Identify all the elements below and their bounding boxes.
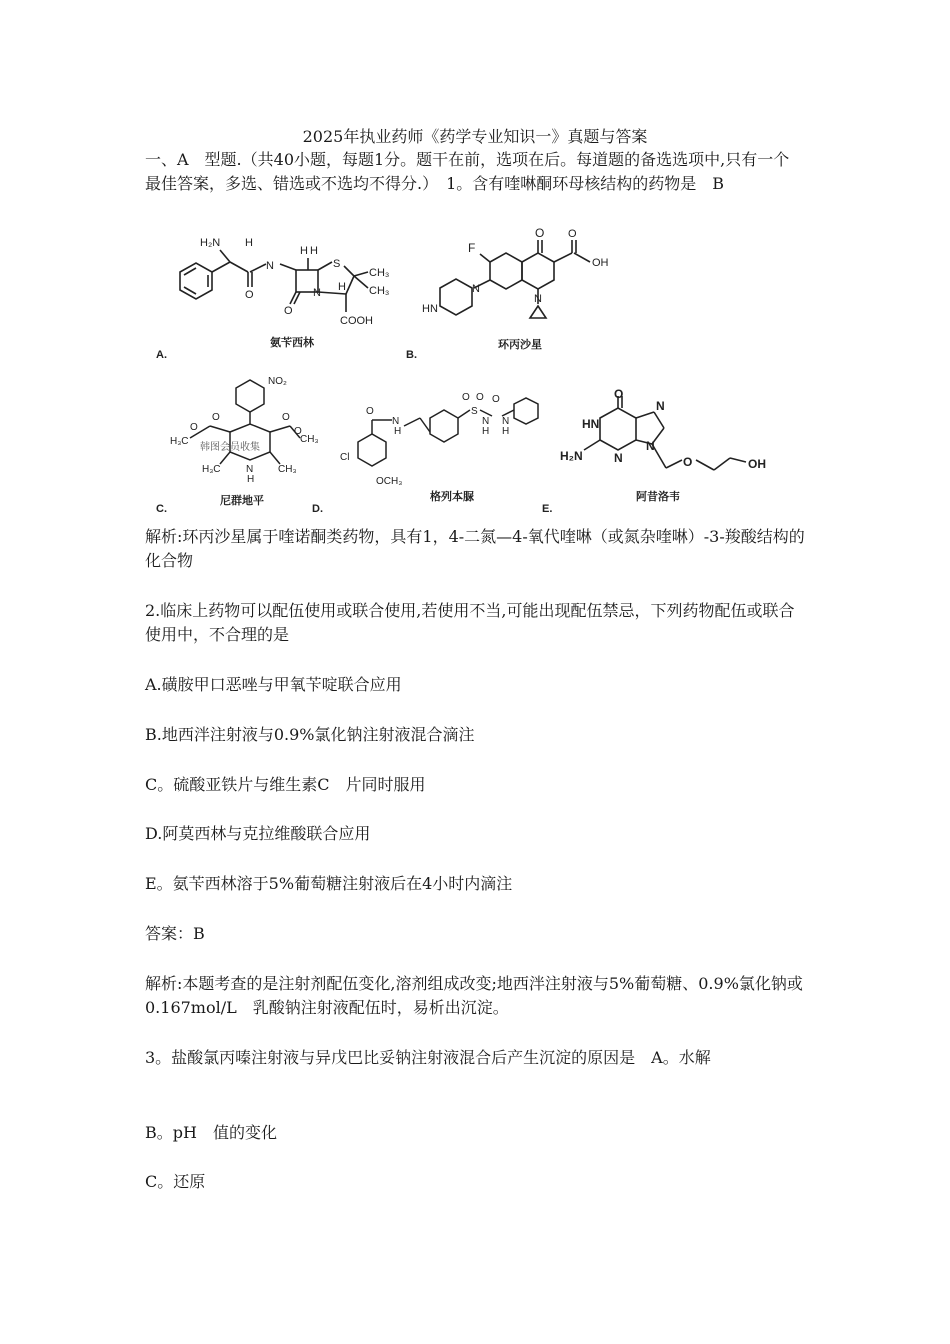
ampicillin-atom-label: CH₃ <box>369 285 390 297</box>
ampicillin-atom-label: S <box>333 258 341 270</box>
ampicillin-atom-label: H₂N <box>200 237 221 249</box>
cipro-atom-label: O <box>568 228 577 240</box>
cipro-atom-label: F <box>468 241 476 255</box>
option-c-letter: C. <box>156 503 167 515</box>
acyclovir-structure-svg <box>540 388 790 518</box>
nitre-atom-label: H₃C <box>170 436 189 447</box>
nitre-atom-label: O <box>294 426 302 437</box>
glibenclamide-structure-svg <box>312 372 553 518</box>
structure-a-ampicillin <box>150 232 400 360</box>
structure-d-glibenclamide <box>312 372 553 518</box>
nitre-atom-label: O <box>190 422 198 433</box>
option-a-letter: A. <box>156 349 167 361</box>
cipro-atom-label: HN <box>422 303 438 315</box>
q2-option-a: A.磺胺甲口恶唑与甲氧苄啶联合应用 <box>145 675 402 694</box>
ampicillin-atom-label: COOH <box>340 315 373 327</box>
nitre-atom-label: CH₃ <box>300 434 319 445</box>
ampicillin-atom-label: CH₃ <box>369 267 390 279</box>
glib-atom-label: N <box>502 416 510 427</box>
structure-c-nitrendipine <box>150 368 320 518</box>
q2-analysis: 解析:本题考查的是注射剂配伍变化,溶剂组成改变;地西泮注射液与5%葡萄糖、0.9%氯化钠或0.167mol/L 乳酸钠注射液配伍时，易析出沉淀。 <box>145 974 803 1017</box>
acyc-atom-label: N <box>614 451 623 465</box>
acyc-atom-label: N <box>646 439 655 453</box>
glib-atom-label: N <box>482 416 490 427</box>
acyc-atom-label: H₂N <box>560 449 583 463</box>
acyc-atom-label: OH <box>748 457 766 471</box>
ampicillin-atom-label: N <box>313 287 321 299</box>
option-a-name: 氨苄西林 <box>270 337 314 349</box>
nitrendipine-structure-svg <box>150 368 320 518</box>
glib-atom-label: H <box>482 426 490 437</box>
glib-atom-label: O <box>462 392 470 403</box>
ampicillin-atom-label: H <box>338 281 346 293</box>
q2-option-e: E。氨苄西林溶于5%葡萄糖注射液后在4小时内滴注 <box>145 874 513 893</box>
ciprofloxacin-structure-svg <box>400 222 630 362</box>
nitre-atom-label: N <box>246 464 254 475</box>
nitre-atom-label: CH₃ <box>278 464 297 475</box>
option-d-letter: D. <box>312 503 323 515</box>
q3-option-c: C。还原 <box>145 1172 206 1191</box>
option-d-name: 格列本脲 <box>430 491 474 503</box>
acyc-atom-label: N <box>656 399 665 413</box>
glib-atom-label: S <box>471 406 478 417</box>
cipro-atom-label: OH <box>592 257 609 269</box>
ampicillin-atom-label: H <box>310 245 318 257</box>
glib-atom-label: H <box>502 426 510 437</box>
glib-atom-label: Cl <box>340 452 350 463</box>
option-e-name: 阿昔洛韦 <box>636 491 680 503</box>
watermark-text: 韩图会员收集 <box>200 442 260 453</box>
glib-atom-label: OCH₃ <box>376 476 403 487</box>
option-c-name: 尼群地平 <box>220 495 264 507</box>
q2-option-d: D.阿莫西林与克拉维酸联合应用 <box>145 824 371 843</box>
glib-atom-label: N <box>392 416 400 427</box>
document-title: 2025年执业药师《药学专业知识一》真题与答案 <box>302 127 648 146</box>
cipro-atom-label: N <box>472 283 480 295</box>
acyc-atom-label: HN <box>582 417 600 431</box>
q3-stem: 3。盐酸氯丙嗪注射液与异戊巴比妥钠注射液混合后产生沉淀的原因是 A。水解 <box>145 1048 711 1067</box>
ampicillin-atom-label: O <box>284 305 293 317</box>
nitre-atom-label: O <box>282 412 290 423</box>
nitre-atom-label: H <box>247 474 255 485</box>
option-b-letter: B. <box>406 349 417 361</box>
cipro-atom-label: N <box>534 293 542 305</box>
ampicillin-atom-label: N <box>266 260 274 272</box>
ampicillin-atom-label: H <box>300 245 308 257</box>
option-e-letter: E. <box>542 503 553 515</box>
q3-option-b: B。pH 值的变化 <box>145 1123 277 1142</box>
q2-stem: 2.临床上药物可以配伍使用或联合使用,若使用不当,可能出现配伍禁忌，下列药物配伍或联合使用中，不合理的是 <box>145 601 795 644</box>
nitre-atom-label: O <box>212 412 220 423</box>
structure-b-ciprofloxacin <box>400 222 630 362</box>
q2-answer: 答案：B <box>145 924 205 943</box>
ampicillin-atom-label: H <box>245 237 253 249</box>
nitre-atom-label: NO₂ <box>268 376 287 387</box>
section-intro: 一、A 型题.（共40小题，每题1分。题干在前，选项在后。每道题的备选选项中,只有一个最佳答案，多选、错选或不选均不得分.） 1。含有喹啉酮环母核结构的药物是 B <box>145 150 790 193</box>
glib-atom-label: H <box>394 426 402 437</box>
glib-atom-label: O <box>366 406 374 417</box>
q1-analysis: 解析:环丙沙星属于喹诺酮类药物，具有1，4-二氮—4-氧代喹啉（或氮杂喹啉）-3-羧酸结构的化合物 <box>145 527 805 570</box>
structure-e-acyclovir <box>540 388 790 518</box>
cipro-atom-label: N <box>453 292 454 293</box>
acyc-atom-label: O <box>683 455 693 469</box>
acyc-atom-label: O <box>614 387 624 401</box>
glib-atom-label: O <box>476 392 484 403</box>
cipro-atom-label: O <box>535 226 545 240</box>
q2-option-b: B.地西泮注射液与0.9%氯化钠注射液混合滴注 <box>145 725 475 744</box>
ampicillin-atom-label: O <box>245 289 254 301</box>
ampicillin-structure-svg <box>150 232 400 360</box>
option-b-name: 环丙沙星 <box>498 339 542 351</box>
nitre-atom-label: H₃C <box>202 464 221 475</box>
q2-option-c: C。硫酸亚铁片与维生素C 片同时服用 <box>145 775 426 794</box>
glib-atom-label: O <box>492 394 500 405</box>
